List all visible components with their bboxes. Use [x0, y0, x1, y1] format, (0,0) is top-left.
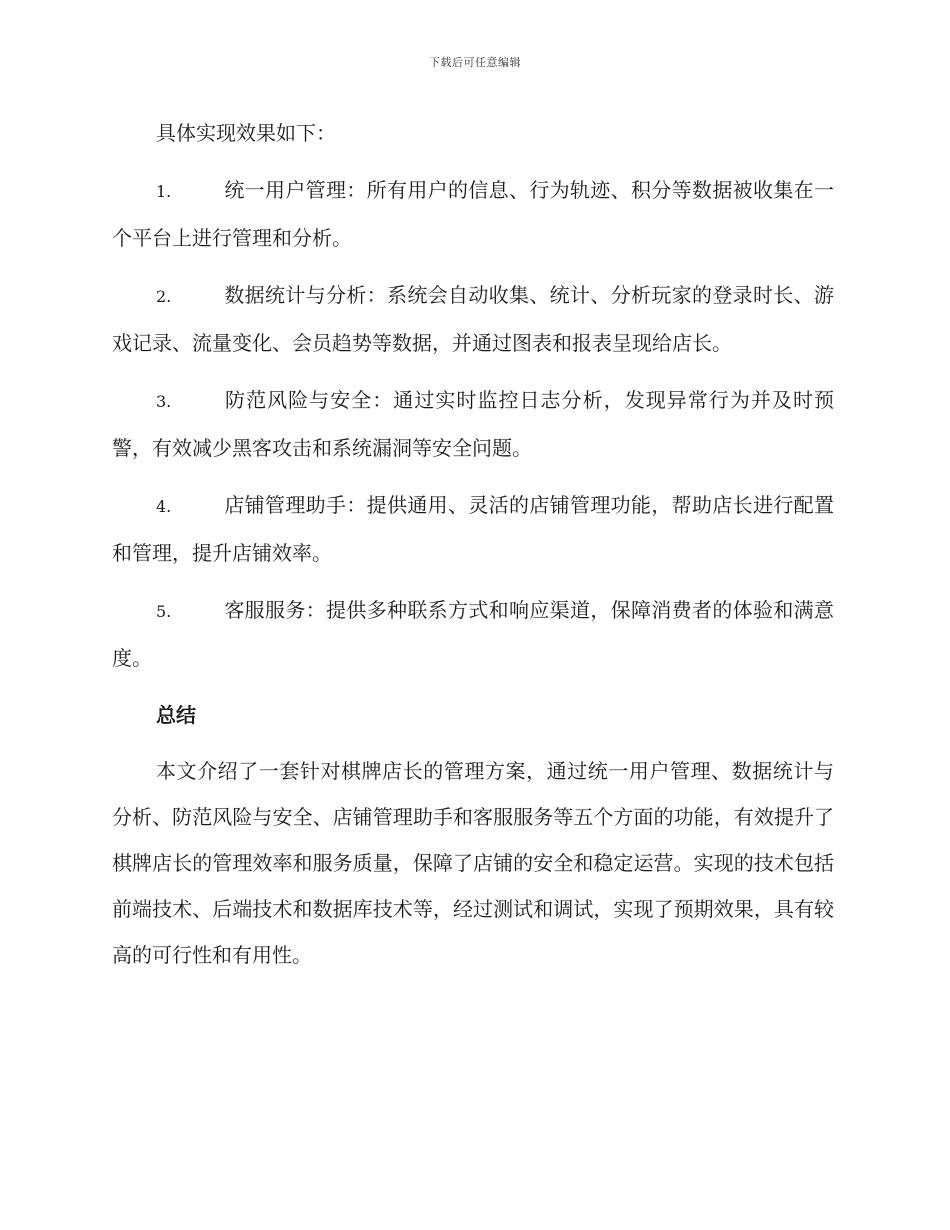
list-item-text: 统一用户管理：所有用户的信息、行为轨迹、积分等数据被收集在一个平台上进行管理和分析。	[112, 178, 834, 250]
list-item	[112, 377, 834, 471]
list-item-text: 店铺管理助手：提供通用、灵活的店铺管理功能，帮助店长进行配置和管理，提升店铺效率。	[112, 493, 834, 565]
summary-heading: 总结	[156, 703, 196, 727]
list-item-text: 客服服务：提供多种联系方式和响应渠道，保障消费者的体验和满意度。	[112, 598, 834, 670]
list-item	[112, 167, 834, 261]
summary-paragraph: 本文介绍了一套针对棋牌店长的管理方案，通过统一用户管理、数据统计与分析、防范风险与安全、店铺管理助手和客服服务等五个方面的功能，有效提升了棋牌店长的管理效率和服务质量，保障了店铺的安全和稳定运营。实现的技术包括前端技术、后端技术和数据库技术等，经过测试和调试，实现了预期效果，具有较高的可行性和有用性。	[112, 759, 834, 967]
list-item	[112, 587, 834, 681]
list-item-number: 1.	[156, 182, 172, 201]
list-item-number: 5.	[156, 602, 172, 621]
header-note: 下载后可任意编辑	[429, 56, 521, 69]
list-item-text: 防范风险与安全：通过实时监控日志分析，发现异常行为并及时预警，有效减少黑客攻击和系统漏洞等安全问题。	[112, 388, 834, 460]
list-item	[112, 272, 834, 366]
list-item-number: 3.	[156, 392, 172, 411]
list-item-text: 数据统计与分析：系统会自动收集、统计、分析玩家的登录时长、游戏记录、流量变化、会员趋势等数据，并通过图表和报表呈现给店长。	[112, 283, 834, 355]
list-item	[112, 482, 834, 576]
list-item-number: 4.	[156, 497, 172, 516]
document-body	[112, 110, 834, 989]
list-item-number: 2.	[156, 287, 172, 306]
intro-paragraph: 具体实现效果如下：	[156, 121, 336, 145]
